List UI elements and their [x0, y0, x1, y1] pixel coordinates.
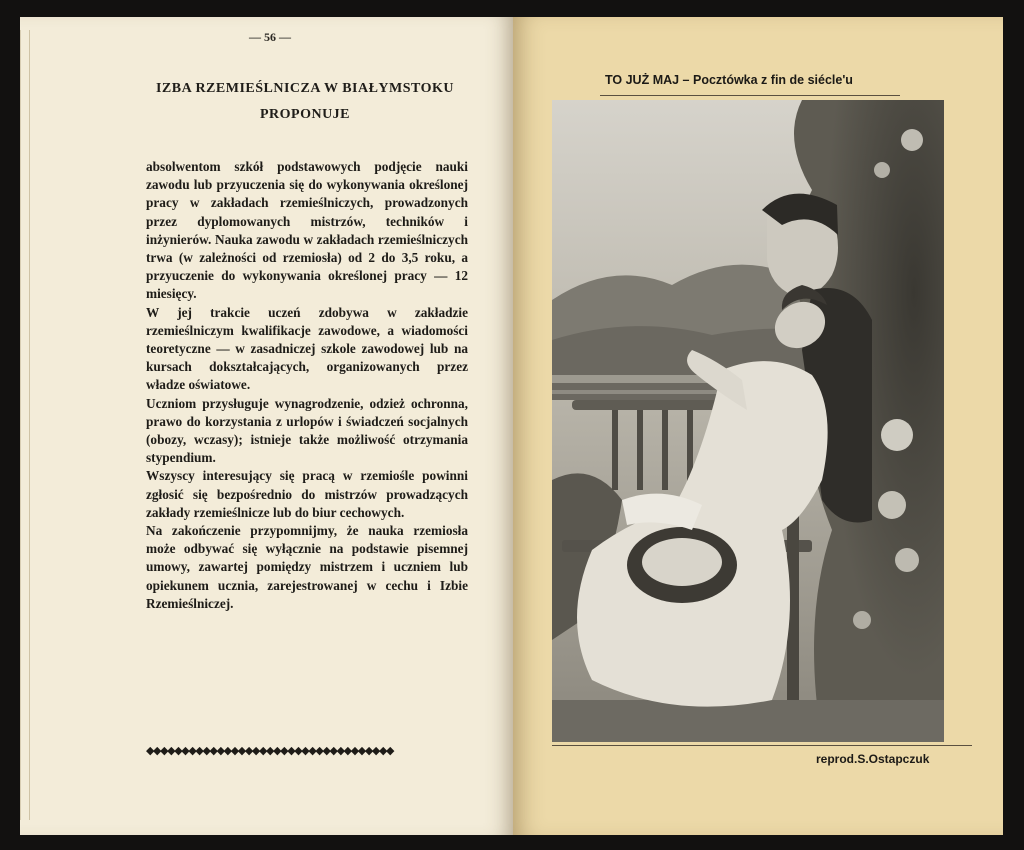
photo-caption: TO JUŻ MAJ – Pocztówka z fin de siécle'u [605, 73, 853, 87]
paragraph: W jej trakcie uczeń zdobywa w zakładzie rzemieślniczym kwalifikacje zawodowe, a wiadomości teoretyczne — w zasadniczej szkole zawodowej lub na kursach dokształcających, organizowanych przez władze oświatowe. [146, 304, 468, 393]
caption-rule [600, 95, 900, 96]
ornament-divider: ◆◆◆◆◆◆◆◆◆◆◆◆◆◆◆◆◆◆◆◆◆◆◆◆◆◆◆◆◆◆◆◆◆◆◆ [146, 744, 394, 757]
page-number: — 56 — [249, 30, 291, 44]
body-text [146, 158, 468, 613]
paragraph: absolwentom szkół podstawowych podjęcie nauki zawodu lub przyuczenia się do wykonywania określonej pracy w zakładach rzemieślniczych, prowadzonych przez dyplomowanych mistrzów, techników i inżynierów. Nauka zawodu w zakładach rzemieślniczych trwa (w zależności od rzemiosła) od 2 do 3,5 roku, a przyuczenie do wykonywania określonej pracy — 12 miesięcy. [146, 159, 468, 302]
heading-line-2: PROPONUJE [259, 107, 351, 122]
paragraph: Na zakończenie przypomnijmy, że nauka rzemiosła może odbywać się wyłącznie na podstawie pisemnej umowy, zawartej pomiędzy mistrzem i uczniem lub opiekunem ucznia, zarejestrowanej w cechu i Izbie Rzemieślniczej. [146, 523, 468, 611]
page-heading [120, 76, 490, 128]
vintage-postcard-photo [552, 100, 944, 742]
photo-credit: reprod.S.Ostapczuk [816, 752, 930, 766]
page-edge-lines [20, 30, 30, 820]
paragraph: Wszyscy interesujący się pracą w rzemiośle powinni zgłosić się bezpośrednio do mistrzów prowadzących zakłady rzemieślnicze lub do biur cechowych. [146, 468, 468, 520]
heading-line-1: IZBA RZEMIEŚLNICZA W BIAŁYMSTOKU [155, 81, 455, 96]
paragraph: Uczniom przysługuje wynagrodzenie, odzież ochronna, prawo do korzystania z urlopów i świadczeń socjalnych (obozy, wczasy); istnieje także możliwość otrzymania stypendium. [146, 395, 468, 466]
photo-rule [552, 745, 972, 746]
photo-illustration [552, 100, 944, 742]
